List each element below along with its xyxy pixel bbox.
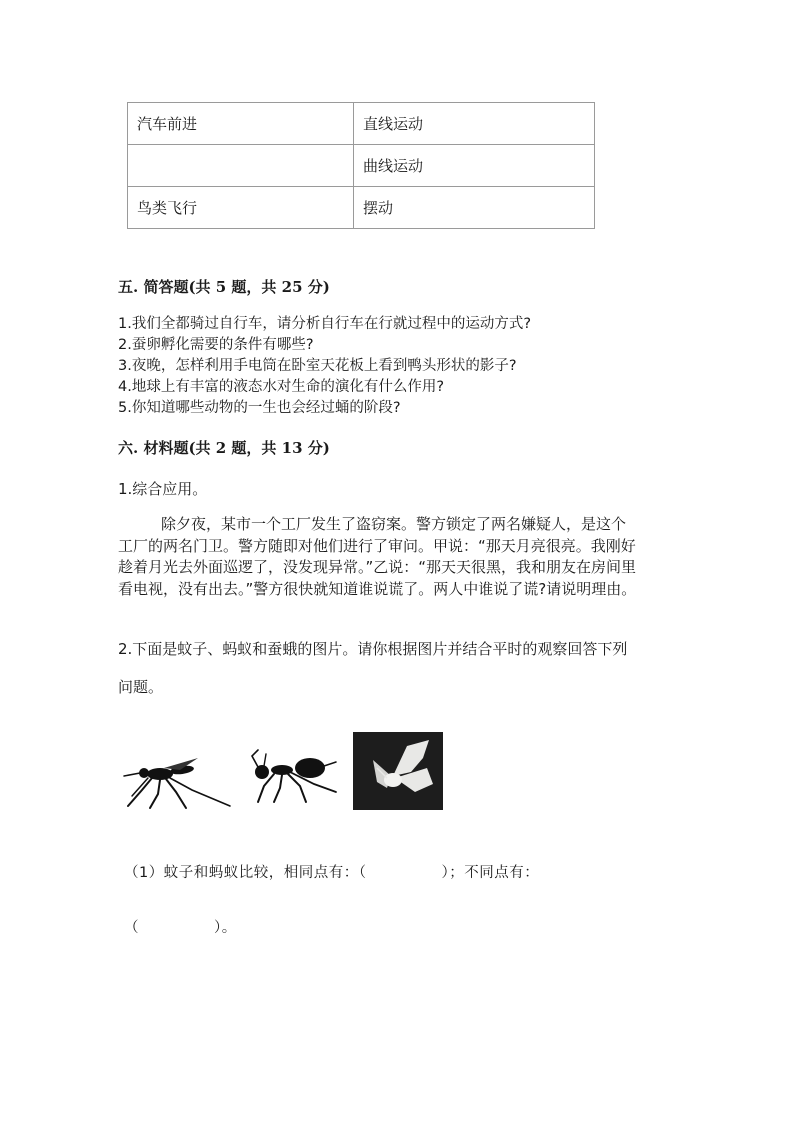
silkmoth-image	[353, 732, 443, 810]
section-title: 六. 材料题(共 2 题，共 13 分)	[118, 439, 330, 457]
question-label: 1.综合应用。	[118, 480, 208, 498]
question-item: 5.你知道哪些动物的一生也会经过蛹的阶段?	[118, 400, 401, 416]
matching-table	[127, 102, 595, 229]
question-text: 2.下面是蚊子、蚂蚁和蚕蛾的图片。请你根据图片并结合平时的观察回答下列	[118, 640, 628, 658]
table-cell: 鸟类飞行	[128, 187, 354, 229]
answer-blank: （ ）。	[124, 920, 237, 936]
question-item: 2.蚕卵孵化需要的条件有哪些?	[118, 337, 314, 353]
section-title: 五. 简答题(共 5 题，共 25 分)	[118, 278, 330, 296]
table-row	[128, 187, 595, 229]
question-item: 3.夜晚，怎样利用手电筒在卧室天花板上看到鸭头形状的影子?	[118, 358, 517, 374]
question-item: 1.我们全都骑过自行车，请分析自行车在行就过程中的运动方式?	[118, 316, 532, 332]
question-item: 4.地球上有丰富的液态水对生命的演化有什么作用?	[118, 379, 445, 395]
table-row	[128, 145, 595, 187]
sub-question: （1）蚊子和蚂蚁比较，相同点有：（ ）；不同点有：	[124, 865, 540, 881]
table-cell	[128, 145, 354, 187]
table-cell: 汽车前进	[128, 103, 354, 145]
table-row	[128, 103, 595, 145]
case-paragraph: 除夕夜，某市一个工厂发生了盗窃案。警方锁定了两名嫌疑人，是这个工厂的两名门卫。警方随即对他们进行了审问。甲说：“那天月亮很亮。我刚好趁着月光去外面巡逻了，没发现异常。”乙说：“那天天很黑，我和朋友在房间里看电视，没有出去。”警方很快就知道谁说谎了。两人中谁说了谎?请说明理由。	[118, 515, 637, 598]
question-text: 问题。	[118, 678, 164, 696]
table-cell: 直线运动	[354, 103, 595, 145]
ant-image	[244, 746, 341, 804]
table-cell: 摆动	[354, 187, 595, 229]
table-cell: 曲线运动	[354, 145, 595, 187]
mosquito-image	[120, 746, 235, 812]
